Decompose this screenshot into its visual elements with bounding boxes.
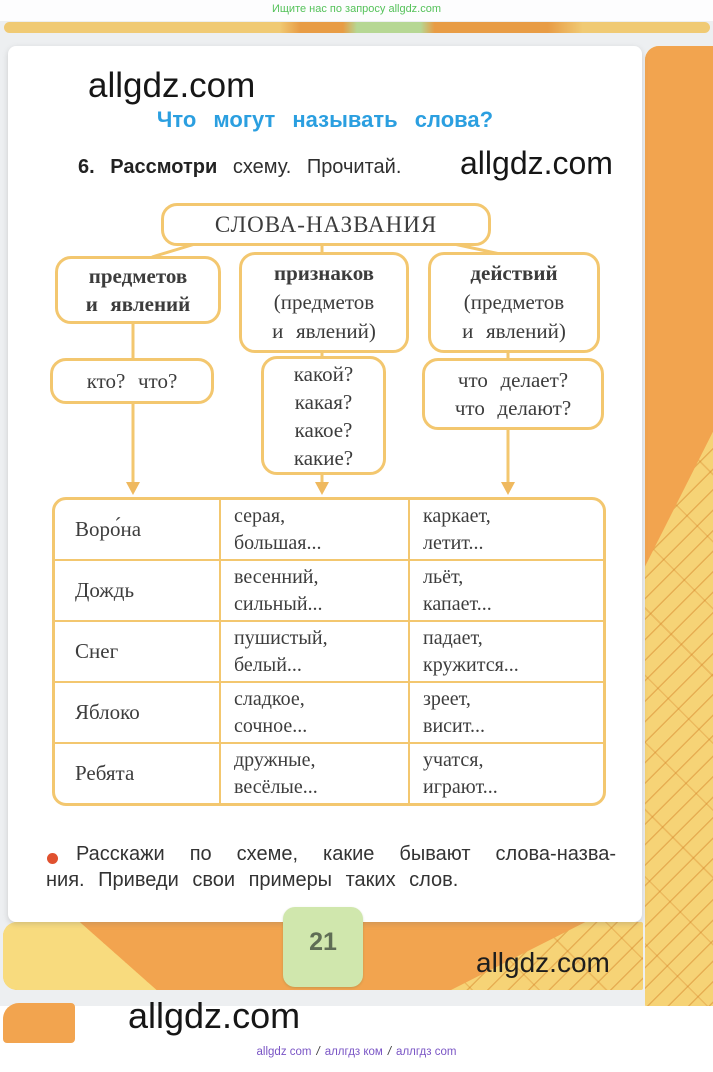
footer-separator: / (387, 1046, 392, 1058)
watermark-footer: allgdz.com (128, 995, 301, 1036)
cell-line: играют... (423, 776, 498, 798)
book-cover-right-column (645, 46, 713, 1010)
box-line: какая? (294, 389, 353, 414)
watermark-bottom-right: allgdz.com (476, 947, 610, 978)
cell-line: белый... (234, 654, 302, 676)
word-cell: Воро́на (75, 517, 142, 541)
box-line: что делают? (454, 396, 572, 420)
cell-line: серая, (234, 505, 286, 527)
cell-line: капает... (423, 593, 492, 615)
question-box-which (261, 356, 386, 475)
signs-cell (219, 683, 408, 742)
box-line: какие? (293, 445, 354, 470)
book-edge-strip (4, 22, 710, 33)
task-line-1: Расскажи по схеме, какие бывают слова-назва- (76, 843, 616, 865)
task-line-2: ния. Приведи свои примеры таких слов. (46, 869, 459, 891)
footer-orange-tab (3, 1003, 75, 1043)
cell-line: сладкое, (234, 688, 305, 710)
word-cell: Снег (75, 639, 119, 663)
examples-table (52, 497, 606, 806)
cell-line: летит... (423, 532, 484, 554)
cell-line: сильный... (234, 593, 323, 615)
exercise-rest: схему. Прочитай. (232, 156, 402, 178)
cell-line: висит... (423, 715, 485, 737)
box-line: какое? (294, 417, 353, 442)
cell-line: сочное... (234, 715, 308, 737)
footer-link-2[interactable]: аллгдз ком (324, 1046, 383, 1058)
box-line: (предметов (463, 290, 565, 314)
task-paragraph (46, 843, 616, 892)
cell-line: пушистый, (234, 627, 328, 649)
cell-line: падает, (423, 627, 483, 649)
question-box-does (422, 358, 604, 430)
table-row (55, 683, 603, 744)
top-search-hint: Ищите нас по запросу allgdz.com (271, 3, 442, 15)
cell-line: весенний, (234, 566, 319, 588)
exercise-number: 6. (78, 156, 95, 178)
page-title: Что могут называть слова? (156, 107, 494, 132)
footer-link-3[interactable]: аллгдз com (396, 1046, 457, 1058)
signs-cell (219, 744, 408, 803)
box-line: кто? что? (86, 368, 178, 393)
signs-cell (219, 561, 408, 620)
footer-separator: / (316, 1046, 320, 1058)
table-row (55, 744, 603, 803)
actions-cell (408, 683, 597, 742)
cell-line: весёлые... (234, 776, 318, 798)
footer-links (0, 1046, 713, 1058)
actions-cell (408, 744, 597, 803)
box-line: что делает? (457, 368, 569, 392)
exercise-verb: Рассмотри (110, 156, 218, 178)
cell-line: зреет, (423, 688, 471, 710)
box-line: действий (470, 261, 558, 285)
question-box-who-what (50, 358, 214, 404)
book-cover-orange-area (645, 46, 713, 1010)
word-cell: Ребята (75, 761, 135, 785)
actions-cell (408, 500, 597, 559)
table-row (55, 561, 603, 622)
table-row (55, 500, 603, 561)
cell-line: каркает, (423, 505, 491, 527)
diagram-root-box: СЛОВА-НАЗВАНИЯ (161, 203, 491, 246)
site-footer-area (0, 1006, 713, 1072)
signs-cell (219, 500, 408, 559)
box-line: и явлений (85, 292, 191, 316)
actions-cell (408, 561, 597, 620)
box-line: признаков (273, 261, 375, 285)
word-cell: Яблоко (75, 700, 140, 724)
footer-link-1[interactable]: allgdz com (256, 1046, 312, 1058)
actions-cell (408, 622, 597, 681)
cell-line: льёт, (423, 566, 464, 588)
diagram-branch-actions (428, 252, 600, 353)
table-row (55, 622, 603, 683)
box-line: (предметов (273, 290, 375, 314)
box-line: какой? (293, 361, 354, 386)
watermark-mid-right: allgdz.com (460, 145, 613, 181)
diagram-branch-signs (239, 252, 409, 353)
page-number-badge: 21 (283, 907, 363, 987)
diagram-branch-objects (55, 256, 221, 324)
box-line: и явлений) (272, 319, 376, 343)
cell-line: большая... (234, 532, 322, 554)
word-cell: Дождь (75, 578, 135, 602)
signs-cell (219, 622, 408, 681)
exercise-instruction (78, 156, 401, 179)
box-line: предметов (88, 264, 188, 288)
watermark-top-left: allgdz.com (88, 66, 256, 105)
cell-line: дружные, (234, 749, 316, 771)
cell-line: кружится... (423, 654, 519, 676)
cell-line: учатся, (423, 749, 484, 771)
box-line: и явлений) (462, 319, 566, 343)
